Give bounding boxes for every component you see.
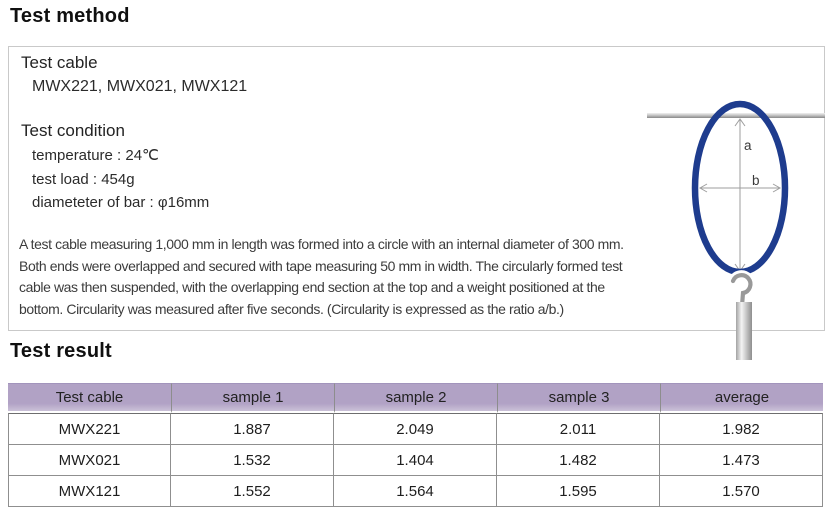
result-table: [8, 383, 823, 507]
weight-icon: [736, 302, 752, 360]
cell-value: 1.570: [660, 476, 823, 507]
test-cable-heading: Test cable: [21, 53, 98, 72]
cell-value: 2.049: [334, 413, 497, 445]
condition-bar-diameter: diameteter of bar : φ16mm: [32, 194, 210, 211]
condition-temperature: temperature : 24℃: [32, 147, 159, 164]
test-condition-list: [32, 144, 209, 215]
column-header-test-cable: Test cable: [8, 383, 171, 413]
cell-value: 1.532: [171, 445, 334, 476]
condition-test-load: test load : 454g: [32, 170, 135, 188]
cell-value: 1.552: [171, 476, 334, 507]
test-method-title: Test method: [10, 5, 130, 27]
cell-value: 1.564: [334, 476, 497, 507]
column-header-average: average: [660, 383, 823, 413]
column-header-sample-2: sample 2: [334, 383, 497, 413]
cell-cable-name: MWX021: [8, 445, 171, 476]
cable-loop-diagram: [639, 93, 829, 376]
cell-value: 2.011: [497, 413, 660, 445]
column-header-sample-3: sample 3: [497, 383, 660, 413]
table-row: [8, 445, 823, 476]
test-cable-models: MWX221, MWX021, MWX121: [32, 78, 248, 95]
test-result-title: Test result: [10, 340, 112, 362]
cell-cable-name: MWX221: [8, 413, 171, 445]
cell-value: 1.887: [171, 413, 334, 445]
table-row: [8, 413, 823, 445]
label-b: b: [752, 173, 760, 188]
result-table-header-row: [8, 383, 823, 413]
cell-value: 1.473: [660, 445, 823, 476]
cell-value: 1.595: [497, 476, 660, 507]
column-header-sample-1: sample 1: [171, 383, 334, 413]
cell-value: 1.404: [334, 445, 497, 476]
cell-value: 1.982: [660, 413, 823, 445]
label-a: a: [744, 138, 752, 153]
test-condition-heading: Test condition: [21, 121, 125, 140]
cell-value: 1.482: [497, 445, 660, 476]
test-method-panel: [8, 46, 825, 331]
cell-cable-name: MWX121: [8, 476, 171, 507]
test-method-description: A test cable measuring 1,000 mm in length was formed into a circle with an internal diameter of 300 mm. Both ends were overlapped and secured with tape measuring 50 mm in width. The circularly formed test cable was then suspended, with the overlapping end section at the top and a weight positioned at the bottom. Circularity was measured after five seconds. (Circularity is expressed as the ratio a/b.): [19, 236, 624, 317]
table-row: [8, 476, 823, 507]
suspension-bar-icon: [647, 113, 825, 118]
